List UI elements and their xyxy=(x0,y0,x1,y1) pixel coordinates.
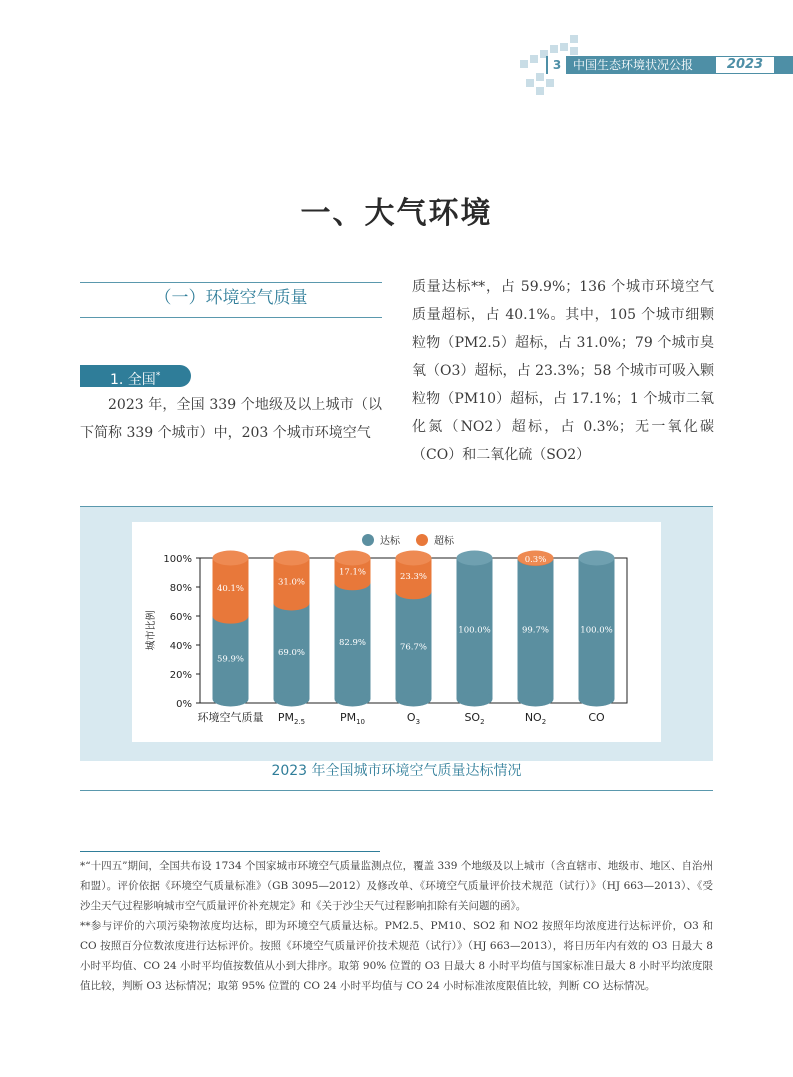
bar-bottom-cap xyxy=(457,692,493,707)
bar-bottom-cap xyxy=(274,692,310,707)
bar-top-cap xyxy=(457,551,493,566)
footnotes xyxy=(80,856,713,996)
bar-bottom-cap xyxy=(518,692,554,707)
x-tick-label: $SO_2$ xyxy=(464,711,485,726)
bar-top-cap xyxy=(274,551,310,566)
page-title: 一、大气环境 xyxy=(300,196,493,231)
bar-value-label: 31.0% xyxy=(277,577,306,588)
bar-value-label: 82.9% xyxy=(338,637,367,648)
legend-label: 达标 xyxy=(380,536,400,547)
bar-value-label: 0.3% xyxy=(524,555,547,565)
bar-boundary-cap xyxy=(335,575,371,590)
section-heading-box xyxy=(80,282,382,318)
footnote-divider xyxy=(80,851,380,852)
bar-boundary-cap xyxy=(396,584,432,599)
y-tick-label: 40% xyxy=(169,641,192,652)
bar-boundary-cap xyxy=(274,595,310,610)
compliance-bar-chart xyxy=(132,522,661,742)
x-tick-label: $O_3$ xyxy=(406,711,421,726)
figure-panel xyxy=(132,522,661,742)
bar-value-label: 59.9% xyxy=(216,654,245,665)
body-paragraph-left: 2023 年，全国 339 个地级及以上城市（以下简称 339 个城市）中，203 个城市环境空气 xyxy=(80,397,382,441)
bar-boundary-cap xyxy=(213,609,249,624)
y-tick-label: 20% xyxy=(169,670,192,681)
x-tick-label: CO xyxy=(588,711,605,724)
section-title: （一）环境空气质量 xyxy=(154,288,308,308)
bar-value-label: 23.3% xyxy=(399,571,428,582)
legend-label: 超标 xyxy=(434,536,454,547)
bar-bottom-cap xyxy=(213,692,249,707)
chapter-number: 3 xyxy=(548,56,566,74)
bar-top-cap xyxy=(213,551,249,566)
x-tick-label: $PM_{2.5}$ xyxy=(277,711,306,726)
legend-swatch xyxy=(416,534,428,546)
bar-bottom-cap xyxy=(396,692,432,707)
bar-top-cap xyxy=(579,551,615,566)
subsection-label: 1. 全国 xyxy=(110,371,156,388)
bar-bottom-cap xyxy=(335,692,371,707)
bar-value-label: 69.0% xyxy=(277,647,306,658)
report-title: 中国生态环境状况公报 xyxy=(573,58,694,72)
bar-value-label: 76.7% xyxy=(399,642,428,653)
bar-bottom-cap xyxy=(579,692,615,707)
y-tick-label: 80% xyxy=(169,583,192,594)
y-tick-label: 0% xyxy=(176,699,192,710)
bar-value-label: 100.0% xyxy=(458,625,491,636)
report-year: 2023 xyxy=(716,57,774,73)
bar-top-cap xyxy=(335,551,371,566)
figure-caption: 2023 年全国城市环境空气质量达标情况 xyxy=(80,760,713,791)
bar-value-label: 17.1% xyxy=(338,567,367,578)
footnote-2: **参与评价的六项污染物浓度均达标，即为环境空气质量达标。PM2.5、PM10、SO2 和 NO2 按照年均浓度进行达标评价，O3 和 CO 按照百分位数浓度进行达标评价。按照《环境空气质量评价技术规范（试行）》（HJ 663—2013），将日历年内有效的 O3 日最大 8 小时平均值、CO 24 小时平均值按数值从小到大排序。取第 90% 位置的 O3 日最大 8 小时平均值与国家标准日最大 8 小时平均浓度限值比较，判断 O3 达标情况；取第 95% 位置的 CO 24 小时平均值与 CO 24 小时标准浓度限值比较，判断 CO 达标情况。 xyxy=(80,920,713,992)
x-tick-label: 环境空气质量 xyxy=(197,711,264,724)
subsection-marker: * xyxy=(155,371,161,381)
y-tick-label: 60% xyxy=(169,612,192,623)
legend-swatch xyxy=(362,534,374,546)
bar-value-label: 100.0% xyxy=(580,625,613,636)
y-axis-label: 城市比例 xyxy=(146,610,157,651)
bar-value-label: 99.7% xyxy=(521,625,550,636)
bar-top-cap xyxy=(396,551,432,566)
body-paragraph-right: 质量达标**，占 59.9%；136 个城市环境空气质量超标，占 40.1%。其中，105 个城市细颗粒物（PM2.5）超标，占 31.0%；79 个城市臭氧（O3）超标，占 23.3%；58 个城市可吸入颗粒物（PM10）超标，占 17.1%；1 个城市二氧化氮（NO2）超标，占 0.3%；无一氧化碳（CO）和二氧化硫（SO2） xyxy=(412,279,714,463)
bar-value-label: 40.1% xyxy=(216,584,245,595)
x-tick-label: $PM_{10}$ xyxy=(339,711,366,726)
y-tick-label: 100% xyxy=(163,554,192,565)
x-tick-label: $NO_2$ xyxy=(524,711,547,726)
subsection-tag xyxy=(80,365,191,387)
footnote-1: *“十四五”期间，全国共布设 1734 个国家城市环境空气质量监测点位，覆盖 339 个地级及以上城市（含直辖市、地级市、地区、自治州和盟）。评价依据《环境空气质量标准》（GB 3095—2012）及修改单、《环境空气质量评价技术规范（试行）》（HJ 663—2013）、《受沙尘天气过程影响城市空气质量评价补充规定》和《关于沙尘天气过程影响扣除有关问题的函》。 xyxy=(80,860,713,912)
